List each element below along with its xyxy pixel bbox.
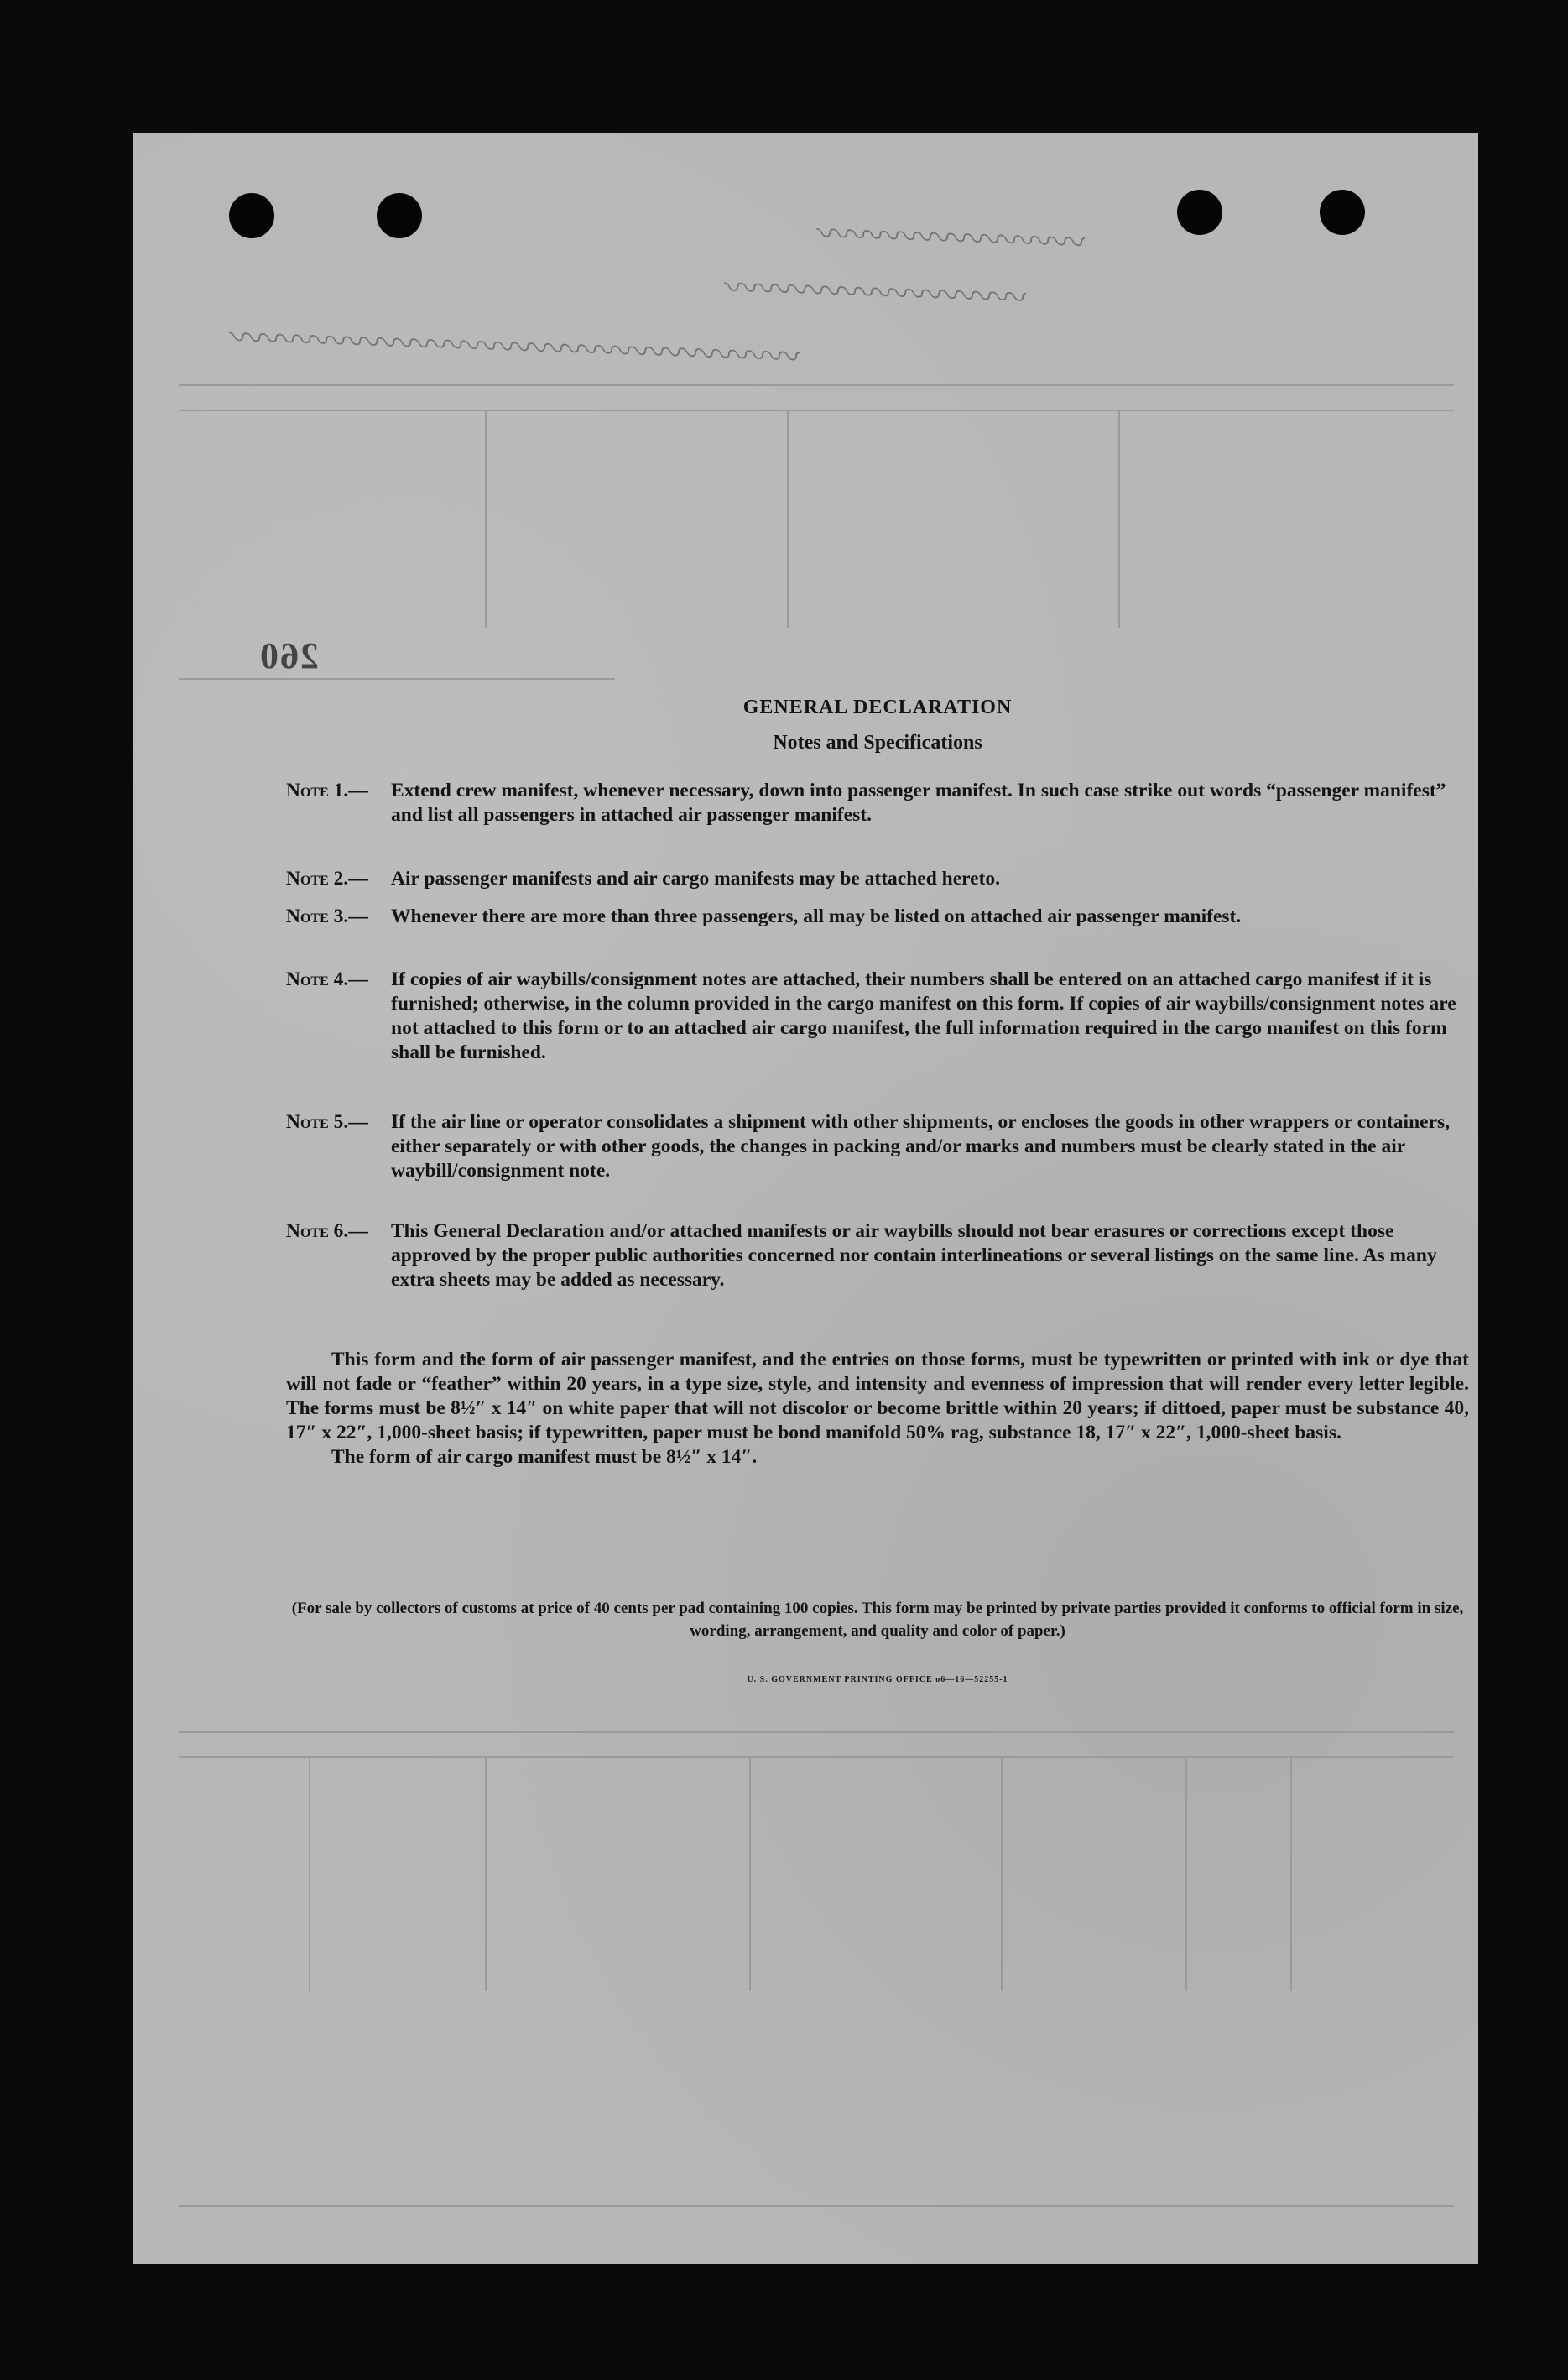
page-subtitle: Notes and Specifications: [773, 732, 982, 754]
handwriting-bleed: 〰〰〰〰〰〰〰〰〰: [727, 269, 1031, 318]
bleed-through-rule: [1118, 410, 1120, 628]
note-text: This General Declaration and/or attached manifests or air waybills should not bear erasures or corrections except those approved by the proper public authorities concerned nor contain interlineations or several listings on the same line. As many extra sheets may be added as necessary.: [391, 1220, 1437, 1291]
note-label: Note 1.—: [286, 780, 368, 801]
punch-hole: [377, 193, 422, 238]
cargo-manifest-size: The form of air cargo manifest must be 8½″ x 14″.: [331, 1446, 758, 1468]
note-5: [286, 1110, 1469, 1183]
bleed-through-rule: [179, 2205, 1454, 2207]
note-3: [286, 905, 1469, 929]
bleed-through-rule: [485, 1756, 487, 1991]
note-label: Note 3.—: [286, 906, 368, 927]
bleed-through-rule: [179, 1731, 1454, 1733]
punch-hole: [1320, 190, 1365, 235]
bleed-through-rule: [1185, 1756, 1187, 1991]
handwriting-bleed: 〰〰〰〰〰〰〰〰: [820, 215, 1090, 263]
bleed-through-rule: [1001, 1756, 1003, 1991]
bleed-through-rule: [179, 410, 1454, 411]
bleed-through-rule: [309, 1756, 310, 1991]
note-1: [286, 779, 1469, 827]
bleed-through-rule: [1290, 1756, 1292, 1991]
sale-notice: (For sale by collectors of customs at price of 40 cents per pad containing 100 copies. This form may be printed by private parties provided it conforms to official form in size, wording, arrangement, and quality and color of paper.): [291, 1600, 1464, 1640]
note-text: If copies of air waybills/consignment notes are attached, their numbers shall be entered on an attached cargo manifest if it is furnished; otherwise, in the column provided in the cargo manifest on this form. If copies of air waybills/consignment notes are not attached to this form or to an attached air cargo manifest, the full information required in the cargo manifest on this form shall be furnished.: [391, 968, 1456, 1063]
bleed-through-rule: [179, 678, 615, 680]
handwriting-bleed: 〰〰〰〰〰〰〰〰〰〰〰〰〰〰〰〰〰: [232, 319, 805, 377]
bleed-through-rule: [749, 1756, 751, 1991]
bleed-through-rule: [485, 410, 487, 628]
page-title: GENERAL DECLARATION: [742, 697, 1013, 718]
note-label: Note 4.—: [286, 968, 368, 990]
note-label: Note 6.—: [286, 1220, 368, 1242]
specification-text: This form and the form of air passenger manifest, and the entries on those forms, must be typewritten or printed with ink or dye that will not fade or “feather” within 20 years, in a type size, style, and intensity and evenness of impression that will render every letter legible. The forms must be 8½″ x 14″ on white paper that will not discolor or become brittle within 20 years; if dittoed, paper must be substance 40, 17″ x 22″, 1,000-sheet basis; if typewritten, paper must be bond manifold 50% rag, substance 18, 17″ x 22″, 1,000-sheet basis.: [286, 1349, 1469, 1443]
note-text: Extend crew manifest, whenever necessary, down into passenger manifest. In such case strike out words “passenger manifest” and list all passengers in attached air passenger manifest.: [391, 780, 1446, 826]
stamp-number: 260: [258, 635, 319, 676]
note-label: Note 2.—: [286, 868, 368, 890]
bleed-through-rule: [179, 384, 1454, 386]
punch-hole: [229, 193, 274, 238]
note-6: [286, 1219, 1469, 1292]
bleed-through-rule: [787, 410, 789, 628]
note-text: If the air line or operator consolidates a shipment with other shipments, or encloses the goods in other wrappers or containers, either separately or with other goods, the changes in packing and/or marks and numbers must be clearly stated in the air waybill/consignment note.: [391, 1111, 1451, 1182]
punch-hole: [1177, 190, 1222, 235]
note-4: [286, 968, 1469, 1065]
specification-paragraph: [286, 1348, 1469, 1469]
document-sheet: [133, 133, 1478, 2264]
note-2: [286, 867, 1469, 891]
printer-line: U. S. GOVERNMENT PRINTING OFFICE o6—16—52255-1: [747, 1675, 1008, 1684]
note-label: Note 5.—: [286, 1111, 368, 1133]
note-text: Air passenger manifests and air cargo manifests may be attached hereto.: [391, 868, 1001, 890]
note-text: Whenever there are more than three passengers, all may be listed on attached air passenger manifest.: [391, 906, 1242, 927]
bleed-through-rule: [179, 1756, 1454, 1758]
